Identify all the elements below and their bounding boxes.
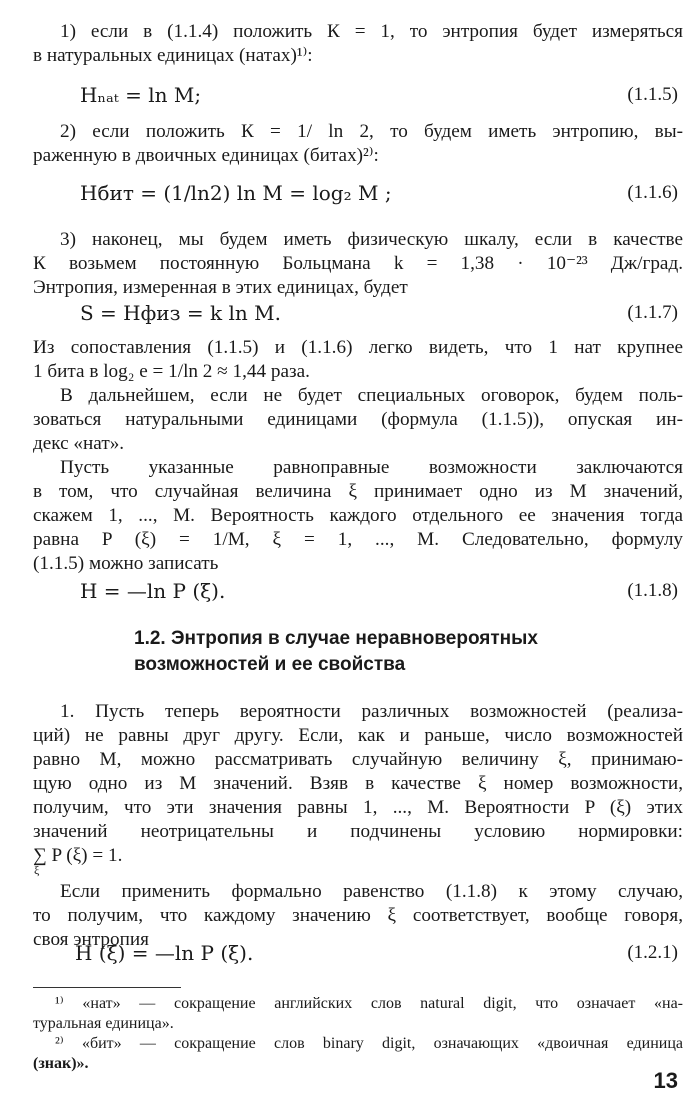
text-line: равно M, можно рассматривать случайную величину ξ, принимаю- (33, 749, 683, 770)
sum-subscript: ξ (34, 863, 40, 877)
equation-number: (1.1.6) (627, 182, 678, 203)
text-line: (1.1.5) можно записать (33, 553, 219, 574)
text-line: своя энтропия (33, 929, 149, 950)
footnote-1-cont: туральная единица». (33, 1015, 174, 1032)
text-line: раженную в двоичных единицах (битах)²⁾: (33, 145, 379, 166)
text-line: Из сопоставления (1.1.5) и (1.1.6) легко видеть, что 1 нат крупнее (33, 337, 683, 358)
text-line: 2) если положить К = 1/ ln 2, то будем иметь энтропию, вы- (60, 121, 683, 142)
page-number: 13 (653, 1068, 678, 1093)
text-line: Энтропия, измеренная в этих единицах, будет (33, 277, 408, 298)
equation-1-2-1: H (ξ) = —ln P (ξ). (75, 941, 254, 965)
equation-1-1-8: H = —ln P (ξ). (80, 579, 226, 603)
text-line: 1 бита в log₂ e = 1/ln 2 ≈ 1,44 раза. (33, 361, 310, 382)
equation-1-1-5: Hₙₐₜ = ln M; (80, 83, 202, 107)
text-line: декс «нат». (33, 433, 125, 454)
text-line: получим, что эти значения равны 1, ..., M. Вероятности P (ξ) этих (33, 797, 683, 818)
text-line: скажем 1, ..., M. Вероятность каждого отдельного ее значения тогда (33, 505, 683, 526)
footnote-2: ²⁾ «бит» — сокращение слов binary digit, означающих «двоичная единица (55, 1035, 683, 1052)
section-title: 1.2. Энтропия в случае неравновероятных (134, 628, 538, 649)
text-line: 1) если в (1.1.4) положить К = 1, то энтропия будет измеряться (60, 21, 683, 42)
text-line: 1. Пусть теперь вероятности различных возможностей (реализа- (60, 701, 683, 722)
footnote-1: ¹⁾ «нат» — сокращение английских слов natural digit, что означает «на- (55, 995, 683, 1012)
text-line: Пусть указанные равноправные возможности заключаются (60, 457, 683, 478)
text-line: В дальнейшем, если не будет специальных оговорок, будем поль- (60, 385, 683, 406)
text-line: Если применить формально равенство (1.1.8) к этому случаю, (60, 881, 683, 902)
equation-1-1-6: Hбит = (1/ln2) ln M = log₂ M ; (80, 181, 392, 205)
text-line: щую одно из M значений. Взяв в качестве ξ номер возможности, (33, 773, 683, 794)
footnote-rule (33, 987, 181, 988)
equation-number: (1.2.1) (627, 942, 678, 963)
text-line: К возьмем постоянную Больцмана k = 1,38 · 10⁻²³ Дж/град. (33, 253, 683, 274)
text-line: 3) наконец, мы будем иметь физическую шкалу, если в качестве (60, 229, 683, 250)
text-line: равна P (ξ) = 1/M, ξ = 1, ..., M. Следовательно, формулу (33, 529, 683, 550)
text-line: ∑ P (ξ) = 1. (33, 845, 123, 866)
text-line: в натуральных единицах (натах)¹⁾: (33, 45, 313, 66)
equation-number: (1.1.7) (627, 302, 678, 323)
section-title: возможностей и ее свойства (134, 654, 406, 675)
text-line: ций) не равны друг другу. Если, как и раньше, число возможностей (33, 725, 683, 746)
text-line: зоваться натуральными единицами (формула (1.1.5)), опуская ин- (33, 409, 683, 430)
text-line: то получим, что каждому значению ξ соответствует, вообще говоря, (33, 905, 683, 926)
equation-1-1-7: S = Hфиз = k ln M. (80, 301, 281, 325)
text-line: в том, что случайная величина ξ принимает одно из M значений, (33, 481, 683, 502)
equation-number: (1.1.8) (627, 580, 678, 601)
text-line: значений неотрицательны и подчинены условию нормировки: (33, 821, 683, 842)
footnote-2-cont: (знак)». (33, 1055, 89, 1072)
equation-number: (1.1.5) (627, 84, 678, 105)
